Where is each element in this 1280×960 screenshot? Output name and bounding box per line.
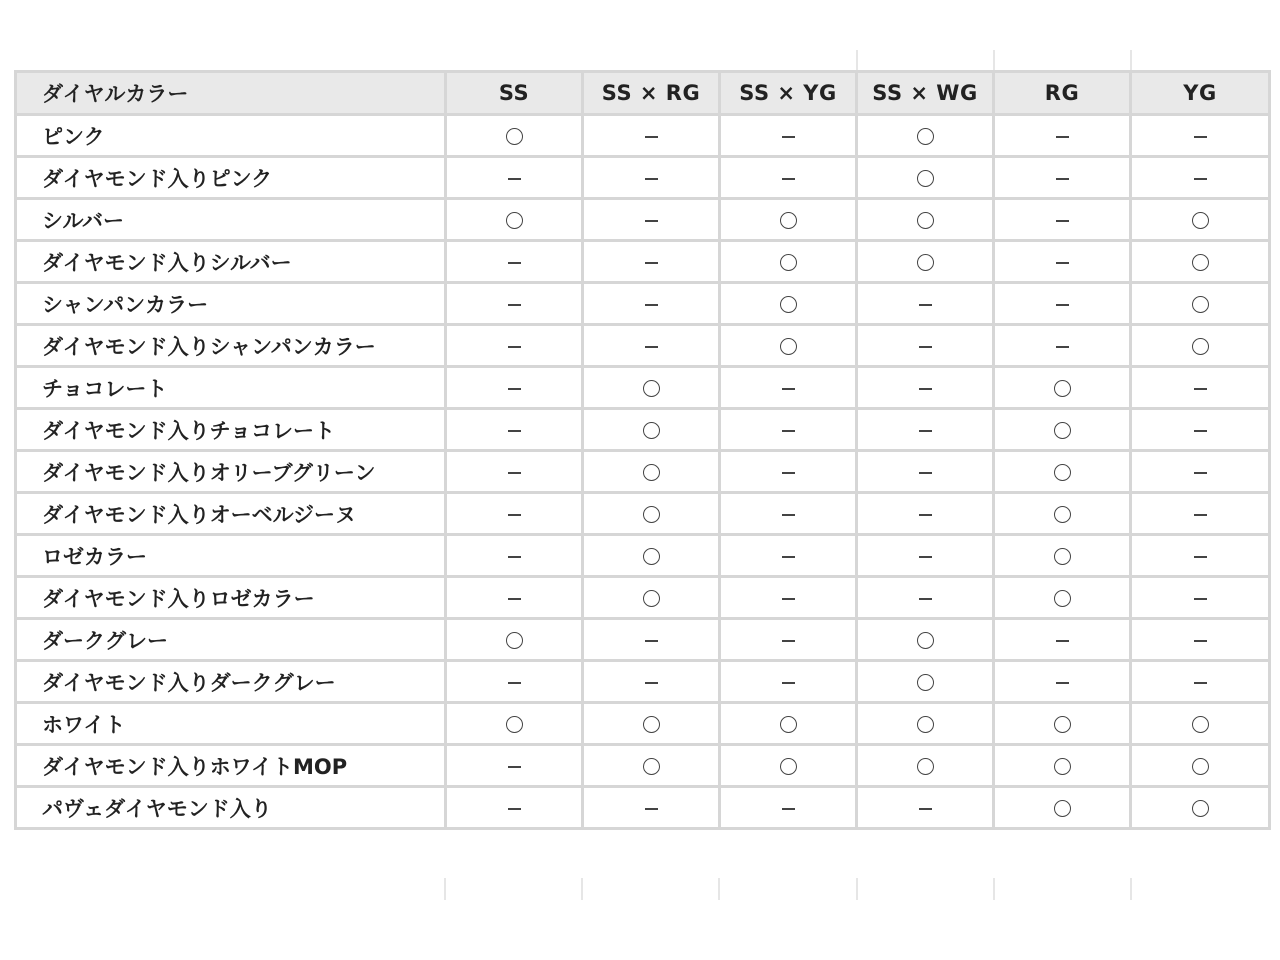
unavailable-dash-icon [919, 388, 932, 390]
availability-cell [857, 241, 994, 283]
availability-cell [1131, 409, 1270, 451]
unavailable-dash-icon [508, 430, 521, 432]
unavailable-dash-icon [1194, 514, 1207, 516]
available-circle-icon [780, 212, 797, 229]
available-circle-icon [1054, 506, 1071, 523]
guide-line [993, 50, 995, 72]
availability-cell [857, 745, 994, 787]
unavailable-dash-icon [1194, 178, 1207, 180]
availability-cell [446, 535, 583, 577]
available-circle-icon [917, 716, 934, 733]
available-circle-icon [917, 758, 934, 775]
unavailable-dash-icon [919, 598, 932, 600]
available-circle-icon [780, 338, 797, 355]
availability-cell [994, 409, 1131, 451]
unavailable-dash-icon [782, 136, 795, 138]
dial-color-name: ダイヤモンド入りロゼカラー [16, 577, 446, 619]
availability-cell [1131, 241, 1270, 283]
availability-cell [994, 745, 1131, 787]
available-circle-icon [643, 380, 660, 397]
availability-cell [857, 451, 994, 493]
unavailable-dash-icon [919, 346, 932, 348]
available-circle-icon [643, 590, 660, 607]
availability-cell [583, 367, 720, 409]
available-circle-icon [1054, 590, 1071, 607]
unavailable-dash-icon [508, 682, 521, 684]
table-row [16, 199, 1270, 241]
availability-cell [583, 577, 720, 619]
availability-cell [446, 619, 583, 661]
available-circle-icon [506, 632, 523, 649]
table-row [16, 283, 1270, 325]
table-body [16, 115, 1270, 829]
unavailable-dash-icon [508, 472, 521, 474]
unavailable-dash-icon [645, 220, 658, 222]
unavailable-dash-icon [1194, 598, 1207, 600]
unavailable-dash-icon [645, 304, 658, 306]
unavailable-dash-icon [919, 472, 932, 474]
dial-color-name: ダイヤモンド入りオーベルジーヌ [16, 493, 446, 535]
unavailable-dash-icon [1194, 136, 1207, 138]
availability-cell [446, 409, 583, 451]
column-header: SS × YG [720, 72, 857, 115]
availability-cell [994, 535, 1131, 577]
dial-color-name: ダイヤモンド入りシャンパンカラー [16, 325, 446, 367]
availability-cell [1131, 745, 1270, 787]
unavailable-dash-icon [1194, 640, 1207, 642]
unavailable-dash-icon [782, 808, 795, 810]
unavailable-dash-icon [1056, 304, 1069, 306]
available-circle-icon [917, 170, 934, 187]
unavailable-dash-icon [508, 304, 521, 306]
availability-cell [446, 661, 583, 703]
guide-line [856, 50, 858, 72]
table-row [16, 661, 1270, 703]
unavailable-dash-icon [782, 430, 795, 432]
availability-cell [446, 577, 583, 619]
availability-cell [720, 661, 857, 703]
availability-cell [720, 409, 857, 451]
table-header-row [16, 72, 1270, 115]
unavailable-dash-icon [1056, 346, 1069, 348]
column-header: SS [446, 72, 583, 115]
availability-cell [1131, 493, 1270, 535]
unavailable-dash-icon [919, 808, 932, 810]
dial-color-name: シャンパンカラー [16, 283, 446, 325]
availability-cell [857, 535, 994, 577]
availability-cell [583, 283, 720, 325]
dial-color-name: ピンク [16, 115, 446, 157]
dial-color-table [14, 70, 1271, 830]
unavailable-dash-icon [782, 556, 795, 558]
availability-cell [994, 115, 1131, 157]
unavailable-dash-icon [1056, 136, 1069, 138]
availability-cell [583, 241, 720, 283]
available-circle-icon [1054, 380, 1071, 397]
unavailable-dash-icon [645, 346, 658, 348]
availability-cell [857, 199, 994, 241]
column-header: YG [1131, 72, 1270, 115]
available-circle-icon [1054, 464, 1071, 481]
unavailable-dash-icon [919, 304, 932, 306]
available-circle-icon [1054, 800, 1071, 817]
dial-color-name: パヴェダイヤモンド入り [16, 787, 446, 829]
table-row [16, 577, 1270, 619]
availability-cell [1131, 703, 1270, 745]
available-circle-icon [643, 758, 660, 775]
availability-cell [1131, 787, 1270, 829]
availability-cell [857, 157, 994, 199]
table-row [16, 451, 1270, 493]
availability-cell [583, 493, 720, 535]
unavailable-dash-icon [782, 514, 795, 516]
column-header: SS × WG [857, 72, 994, 115]
unavailable-dash-icon [1194, 388, 1207, 390]
availability-cell [857, 367, 994, 409]
availability-cell [720, 367, 857, 409]
unavailable-dash-icon [508, 262, 521, 264]
availability-cell [857, 325, 994, 367]
unavailable-dash-icon [645, 178, 658, 180]
availability-cell [720, 115, 857, 157]
availability-cell [994, 577, 1131, 619]
dial-color-name: ダイヤモンド入りホワイトMOP [16, 745, 446, 787]
availability-cell [857, 577, 994, 619]
unavailable-dash-icon [1056, 220, 1069, 222]
unavailable-dash-icon [508, 514, 521, 516]
availability-cell [994, 703, 1131, 745]
availability-cell [583, 661, 720, 703]
available-circle-icon [917, 128, 934, 145]
available-circle-icon [1192, 758, 1209, 775]
availability-cell [446, 745, 583, 787]
availability-cell [1131, 451, 1270, 493]
guide-line [581, 878, 583, 900]
availability-cell [446, 241, 583, 283]
availability-cell [857, 703, 994, 745]
unavailable-dash-icon [508, 808, 521, 810]
available-circle-icon [917, 674, 934, 691]
availability-cell [1131, 199, 1270, 241]
available-circle-icon [506, 128, 523, 145]
availability-cell [994, 619, 1131, 661]
unavailable-dash-icon [645, 262, 658, 264]
column-header: RG [994, 72, 1131, 115]
available-circle-icon [1192, 800, 1209, 817]
unavailable-dash-icon [782, 682, 795, 684]
available-circle-icon [1054, 758, 1071, 775]
column-header-dial-color: ダイヤルカラー [16, 72, 446, 115]
availability-cell [583, 619, 720, 661]
availability-cell [583, 199, 720, 241]
availability-cell [1131, 115, 1270, 157]
availability-cell [994, 283, 1131, 325]
available-circle-icon [780, 716, 797, 733]
availability-cell [994, 157, 1131, 199]
availability-cell [720, 325, 857, 367]
unavailable-dash-icon [782, 178, 795, 180]
available-circle-icon [780, 254, 797, 271]
table-row [16, 325, 1270, 367]
table-row [16, 745, 1270, 787]
availability-cell [857, 493, 994, 535]
unavailable-dash-icon [508, 178, 521, 180]
availability-cell [720, 787, 857, 829]
availability-cell [583, 325, 720, 367]
available-circle-icon [1192, 254, 1209, 271]
availability-cell [857, 115, 994, 157]
availability-cell [583, 787, 720, 829]
unavailable-dash-icon [508, 346, 521, 348]
available-circle-icon [643, 716, 660, 733]
availability-cell [446, 367, 583, 409]
available-circle-icon [1192, 296, 1209, 313]
dial-color-name: ダイヤモンド入りシルバー [16, 241, 446, 283]
unavailable-dash-icon [645, 136, 658, 138]
availability-cell [446, 157, 583, 199]
availability-cell [583, 703, 720, 745]
dial-color-name: ダイヤモンド入りチョコレート [16, 409, 446, 451]
available-circle-icon [643, 422, 660, 439]
available-circle-icon [643, 464, 660, 481]
availability-cell [1131, 661, 1270, 703]
unavailable-dash-icon [1056, 178, 1069, 180]
unavailable-dash-icon [782, 472, 795, 474]
table-row [16, 535, 1270, 577]
table-row [16, 115, 1270, 157]
unavailable-dash-icon [1194, 682, 1207, 684]
availability-cell [583, 535, 720, 577]
available-circle-icon [506, 212, 523, 229]
availability-cell [446, 283, 583, 325]
dial-color-name: シルバー [16, 199, 446, 241]
available-circle-icon [1192, 212, 1209, 229]
unavailable-dash-icon [1056, 682, 1069, 684]
dial-color-name: ロゼカラー [16, 535, 446, 577]
guide-line [444, 878, 446, 900]
availability-cell [857, 409, 994, 451]
unavailable-dash-icon [508, 556, 521, 558]
availability-cell [720, 199, 857, 241]
availability-cell [446, 115, 583, 157]
availability-cell [994, 661, 1131, 703]
available-circle-icon [917, 254, 934, 271]
availability-cell [1131, 619, 1270, 661]
unavailable-dash-icon [919, 556, 932, 558]
availability-cell [994, 241, 1131, 283]
available-circle-icon [917, 212, 934, 229]
unavailable-dash-icon [645, 682, 658, 684]
availability-cell [720, 451, 857, 493]
availability-cell [446, 451, 583, 493]
table-row [16, 493, 1270, 535]
dial-color-name: ホワイト [16, 703, 446, 745]
available-circle-icon [1054, 548, 1071, 565]
availability-cell [1131, 577, 1270, 619]
guide-line [1130, 50, 1132, 72]
dial-color-name: ダイヤモンド入りピンク [16, 157, 446, 199]
unavailable-dash-icon [782, 640, 795, 642]
availability-cell [857, 661, 994, 703]
availability-cell [1131, 325, 1270, 367]
unavailable-dash-icon [508, 766, 521, 768]
availability-cell [1131, 283, 1270, 325]
unavailable-dash-icon [919, 430, 932, 432]
availability-cell [446, 787, 583, 829]
available-circle-icon [643, 506, 660, 523]
availability-cell [720, 703, 857, 745]
unavailable-dash-icon [782, 388, 795, 390]
table-row [16, 241, 1270, 283]
availability-cell [720, 493, 857, 535]
availability-cell [994, 199, 1131, 241]
availability-cell [583, 115, 720, 157]
availability-cell [446, 199, 583, 241]
dial-color-name: チョコレート [16, 367, 446, 409]
availability-cell [857, 787, 994, 829]
availability-cell [583, 451, 720, 493]
unavailable-dash-icon [1194, 472, 1207, 474]
availability-cell [1131, 157, 1270, 199]
availability-cell [583, 745, 720, 787]
available-circle-icon [506, 716, 523, 733]
availability-cell [720, 157, 857, 199]
unavailable-dash-icon [1056, 640, 1069, 642]
availability-cell [994, 493, 1131, 535]
availability-cell [446, 493, 583, 535]
availability-cell [720, 535, 857, 577]
unavailable-dash-icon [1194, 430, 1207, 432]
available-circle-icon [1192, 716, 1209, 733]
available-circle-icon [643, 548, 660, 565]
available-circle-icon [780, 296, 797, 313]
column-header: SS × RG [583, 72, 720, 115]
unavailable-dash-icon [645, 640, 658, 642]
availability-cell [994, 367, 1131, 409]
table-row [16, 787, 1270, 829]
unavailable-dash-icon [1194, 556, 1207, 558]
availability-cell [994, 451, 1131, 493]
unavailable-dash-icon [919, 514, 932, 516]
dial-color-name: ダイヤモンド入りダークグレー [16, 661, 446, 703]
availability-cell [1131, 367, 1270, 409]
availability-cell [583, 409, 720, 451]
table-row [16, 703, 1270, 745]
availability-cell [1131, 535, 1270, 577]
unavailable-dash-icon [1056, 262, 1069, 264]
available-circle-icon [917, 632, 934, 649]
availability-cell [720, 283, 857, 325]
unavailable-dash-icon [508, 598, 521, 600]
availability-cell [446, 325, 583, 367]
guide-line [856, 878, 858, 900]
unavailable-dash-icon [645, 808, 658, 810]
available-circle-icon [1054, 716, 1071, 733]
table-row [16, 619, 1270, 661]
available-circle-icon [1054, 422, 1071, 439]
dial-color-name: ダイヤモンド入りオリーブグリーン [16, 451, 446, 493]
availability-cell [720, 619, 857, 661]
availability-cell [446, 703, 583, 745]
table-row [16, 409, 1270, 451]
table-row [16, 157, 1270, 199]
availability-cell [720, 241, 857, 283]
unavailable-dash-icon [508, 388, 521, 390]
guide-line [993, 878, 995, 900]
availability-cell [583, 157, 720, 199]
unavailable-dash-icon [782, 598, 795, 600]
available-circle-icon [1192, 338, 1209, 355]
guide-line [1130, 878, 1132, 900]
available-circle-icon [780, 758, 797, 775]
availability-cell [857, 283, 994, 325]
availability-cell [857, 619, 994, 661]
guide-line [718, 878, 720, 900]
availability-cell [994, 325, 1131, 367]
availability-cell [720, 745, 857, 787]
table-row [16, 367, 1270, 409]
availability-cell [720, 577, 857, 619]
availability-cell [994, 787, 1131, 829]
dial-color-name: ダークグレー [16, 619, 446, 661]
